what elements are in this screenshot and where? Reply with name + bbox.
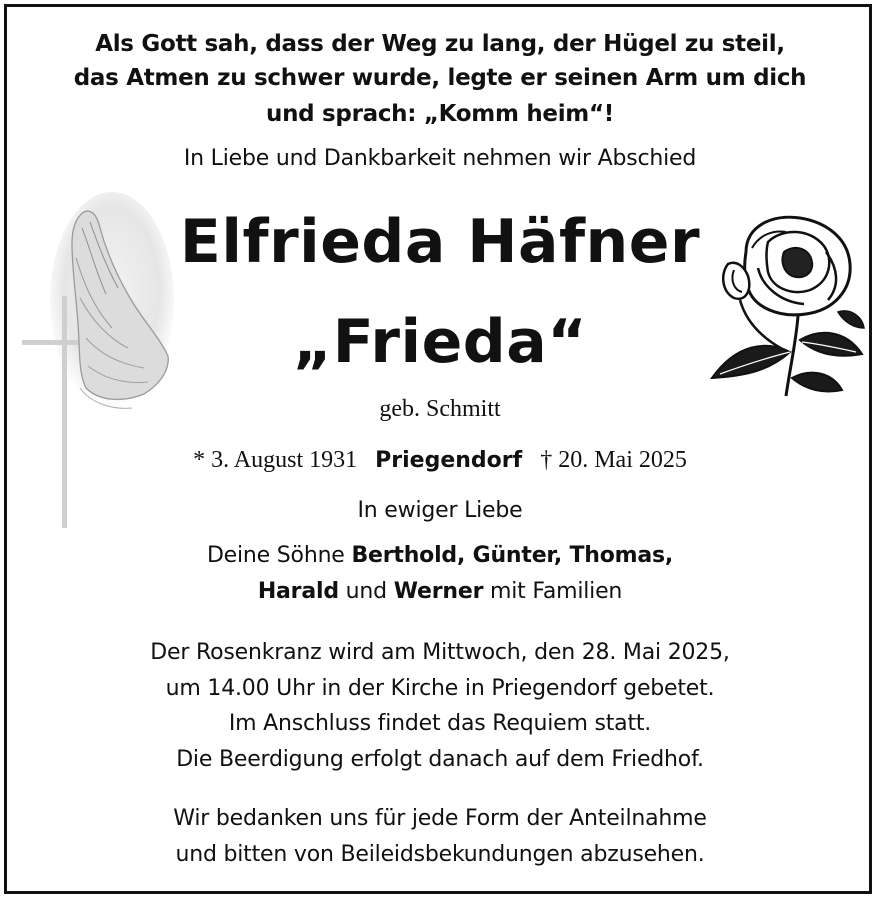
mourners-and: und [345, 579, 387, 604]
mourners-line-1 [0, 545, 880, 567]
quote-line-3: und sprach: „Komm heim“! [266, 101, 614, 127]
mourners-intro: In ewiger Liebe [357, 498, 523, 523]
deceased-name: Elfrieda Häfner [179, 207, 701, 277]
quote-line-1: Als Gott sah, dass der Weg zu lang, der Hügel zu steil, [95, 31, 785, 57]
closing-line-2: und bitten von Beileidsbekundungen abzusehen. [175, 842, 705, 867]
life-dates [0, 448, 880, 472]
son-name-werner: Werner [393, 579, 484, 604]
birth-name: geb. Schmitt [379, 396, 501, 422]
quote-line-2: das Atmen zu schwer wurde, legte er seinen Arm um dich [73, 65, 807, 91]
sons-names: Berthold, Günter, Thomas, [351, 543, 674, 568]
closing-line-1: Wir bedanken uns für jede Form der Anteilnahme [173, 806, 707, 831]
farewell-intro: In Liebe und Dankbarkeit nehmen wir Abschied [183, 146, 697, 171]
mourners-prefix: Deine Söhne [206, 543, 345, 568]
mourners-suffix: mit Familien [490, 579, 623, 604]
service-line-4: Die Beerdigung erfolgt danach auf dem Friedhof. [176, 747, 704, 772]
birth-place: Priegendorf [375, 448, 523, 473]
deceased-nickname: „Frieda“ [292, 307, 588, 377]
birth-date: * 3. August 1931 [193, 447, 358, 473]
son-name-harald: Harald [257, 579, 339, 604]
service-line-2: um 14.00 Uhr in der Kirche in Priegendorf gebetet. [165, 676, 715, 701]
mourners-line-2 [0, 581, 880, 603]
service-line-1: Der Rosenkranz wird am Mittwoch, den 28. Mai 2025, [150, 640, 730, 665]
service-line-3: Im Anschluss findet das Requiem statt. [228, 711, 652, 736]
death-date: † 20. Mai 2025 [540, 447, 687, 473]
